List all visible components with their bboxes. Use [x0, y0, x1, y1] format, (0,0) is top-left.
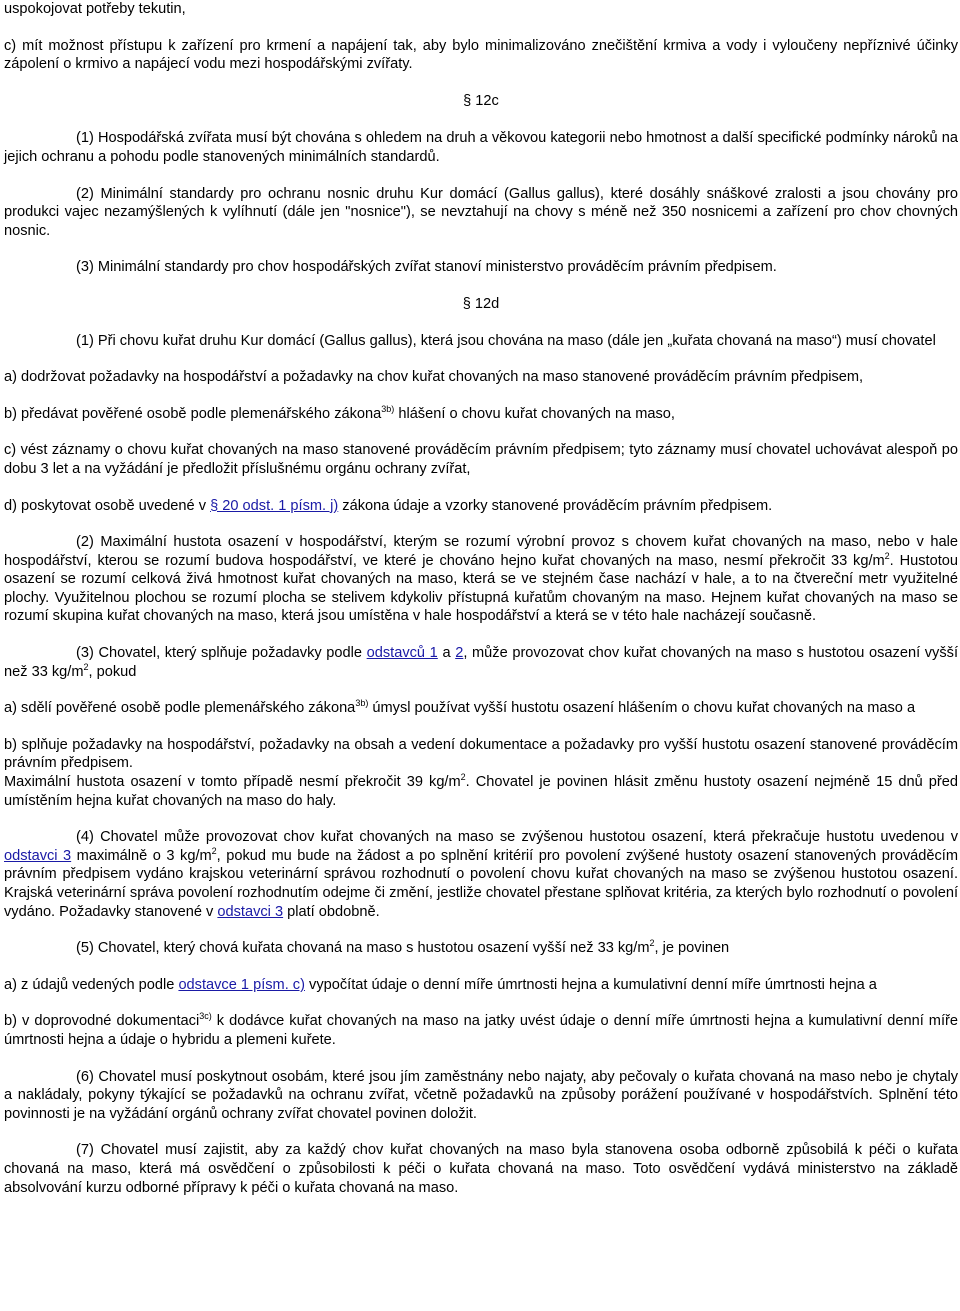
text-span: (2) Maximální hustota osazení v hospodářství, kterým se rozumí výrobní provoz s chovem kuřat chovaných na maso, nebo v hale hospodářství, kterou se rozumí budova hospodářství, ve které je chováno hejno kuřat chovaných na maso, nesmí překročit 33 kg/m [4, 534, 958, 569]
superscript: 2 [649, 938, 655, 949]
text-span: (4) Chovatel může provozovat chov kuřat chovaných na maso se zvýšenou hustotou osazení, která překračuje hustotu uvedenou v [76, 829, 958, 846]
section-heading-12d: § 12d [462, 295, 500, 312]
text-span: zákona údaje a vzorky stanovené prováděcím právním předpisem. [338, 497, 773, 514]
superscript: 2 [83, 661, 89, 672]
paragraph-12d-1: (1) Při chovu kuřat druhu Kur domácí (Gallus gallus), která jsou chována na maso (dále jen „kuřata chovaná na maso“) musí chovatel [76, 332, 936, 349]
text-span: b) v doprovodné dokumentaci [4, 1013, 200, 1030]
text-span: platí obdobně. [283, 903, 380, 920]
text-span: a) z údajů vedených podle [4, 976, 179, 993]
paragraph-12c-3: (3) Minimální standardy pro chov hospodářských zvířat stanoví ministerstvo prováděcím právním předpisem. [76, 259, 777, 276]
text-span: maximálně o 3 kg/m [71, 847, 212, 864]
paragraph-12c-2: (2) Minimální standardy pro ochranu nosnic druhu Kur domácí (Gallus gallus), které dosáhly snáškové zralosti a jsou chovány pro produkci vajec nezamýšlených k vylíhnutí (dále jen "nosnice"), se nevztahují na chovy s méně než 350 nosnicemi a zařízení pro chov chovných nosnic. [4, 185, 958, 239]
item-c-records: c) vést záznamy o chovu kuřat chovaných na maso stanovené prováděcím právním předpisem; tyto záznamy musí chovatel uchovávat alespoň po dobu 3 let a na vyžádání je předložit příslušnému orgánu ochrany zvířat, [4, 442, 958, 477]
paragraph-12d-2 [4, 533, 958, 626]
item-3a [4, 699, 958, 718]
odstavcu-1-link[interactable]: odstavců 1 [366, 645, 438, 662]
superscript: 2 [211, 845, 217, 856]
item-5a [4, 976, 958, 995]
paragraph-12c-1: (1) Hospodářská zvířata musí být chována s ohledem na druh a věkovou kategorii nebo hmotnost a další specifické podmínky nároků na jejich ochranu a pohodu podle stanovených minimálních standardů. [4, 130, 958, 165]
paragraph-12d-5 [4, 939, 958, 958]
footnote-ref: 3c) [199, 1011, 212, 1022]
superscript: 2 [460, 772, 466, 783]
text-span: hlášení o chovu kuřat chovaných na maso, [394, 405, 675, 422]
item-d [4, 497, 958, 516]
footnote-ref: 3b) [355, 698, 369, 709]
text-span: a [437, 645, 456, 662]
text-line: uspokojovat potřeby tekutin, [4, 1, 186, 17]
item-5b [4, 1012, 958, 1049]
footnote-ref: 3b) [381, 403, 395, 414]
text-span: , je povinen [654, 940, 730, 957]
paragraph-12d-7: (7) Chovatel musí zajistit, aby za každý chov kuřat chovaných na maso byla stanovena osoba odborně způsobilá k péči o kuřata chovaná na maso, která má osvědčení o způsobilosti k péči o kuřata chovaná na maso. Toto osvědčení vydává ministerstvo na základě absolvování kurzu odborné přípravy k péči o kuřata chovaná na maso. [4, 1142, 958, 1196]
odstavec-2-link[interactable]: 2 [455, 645, 464, 662]
section-heading-12c: § 12c [463, 92, 499, 109]
max-density-text [4, 773, 958, 810]
text-span: (3) Chovatel, který splňuje požadavky podle [76, 645, 367, 662]
text-span: Maximální hustota osazení v tomto případě nesmí překročit 39 kg/m [4, 774, 461, 791]
text-span: b) předávat pověřené osobě podle plemenářského zákona [4, 405, 382, 422]
odstavci-3-link-second[interactable]: odstavci 3 [217, 903, 284, 920]
paragraph-12d-3 [4, 644, 958, 681]
superscript: 2 [884, 550, 890, 561]
text-span: k dodávce kuřat chovaných na maso na jatky uvést údaje o denní míře úmrtnosti hejna a kumulativní denní míře úmrtnosti hejna a údaje o hybridu a plemeni kuřete. [4, 1013, 958, 1048]
paragraph-12d-4 [4, 828, 958, 921]
text-span: (5) Chovatel, který chová kuřata chovaná na maso s hustotou osazení vyšší než 33 kg/m [76, 940, 650, 957]
item-b [4, 405, 958, 424]
text-span: vypočítat údaje o denní míře úmrtnosti hejna a kumulativní denní míře úmrtnosti hejna a [304, 976, 877, 993]
text-span: , může provozovat chov kuřat chovaných na maso s hustotou osazení vyšší než 33 kg/m [4, 645, 959, 680]
text-span: , pokud mu bude na žádost a po splnění kritérií pro povolení zvýšené hustoty osazení stanovených prováděcím právním předpisem vydáno krajskou veterinární správou rozhodnutí o povolení chovu kuřat chovaných na maso se zvýšenou hustotou osazení. Krajská veterinární správa povolení rozhodnutím odejme či změní, jestliže chovatel přestane splňovat kritéria, za kterých bylo rozhodnutí o povolení vydáno. Požadavky stanovené v [4, 847, 958, 920]
paragraph-12d-6: (6) Chovatel musí poskytnout osobám, které jsou jím zaměstnány nebo najaty, aby pečovaly o kuřata chovaná na maso nebo je chytaly a nakládaly, pokyny týkající se požadavků na ochranu zvířat, včetně požadavků na způsoby porážení používané v hospodářstvích. Splnění této povinnosti je na vyžádání orgánů ochrany zvířat chovatel povinen doložit. [4, 1068, 958, 1122]
text-span: . Hustotou osazení se rozumí celková živá hmotnost kuřat chovaných na maso, která se ve stejném čase nachází v hale, a to na čtvereční metr využitelné plochy. Využitelnou plochou se rozumí plocha se stelivem kdykoliv přístupná kuřatům chovaným na maso. Hejnem kuřat chovaných na maso se rozumí skupina kuřat chovaných na maso, která jsou umístěna v hale hospodářství a která se v této hale nacházejí současně. [4, 552, 958, 625]
text-span: , pokud [88, 663, 137, 680]
item-3b: b) splňuje požadavky na hospodářství, požadavky na obsah a vedení dokumentace a požadavky pro vyšší hustotu osazení stanovené prováděcím právním předpisem. [4, 736, 958, 772]
law-link[interactable]: § 20 odst. 1 písm. j) [210, 497, 339, 514]
text-span: . Chovatel je povinen hlásit změnu hustoty osazení nejméně 15 dnů před umístěním hejna kuřat chovaných na maso do haly. [4, 774, 958, 809]
odstavci-3-link[interactable]: odstavci 3 [4, 847, 72, 864]
item-a: a) dodržovat požadavky na hospodářství a požadavky na chov kuřat chovaných na maso stanovené prováděcím právním předpisem, [4, 369, 864, 386]
text-span: a) sdělí pověřené osobě podle plemenářského zákona [4, 700, 356, 717]
odstavce-1-pism-c-link[interactable]: odstavce 1 písm. c) [178, 976, 305, 993]
text-span: d) poskytovat osobě uvedené v [4, 497, 211, 514]
text-span: úmysl používat vyšší hustotu osazení hlášením o chovu kuřat chovaných na maso a [368, 700, 916, 717]
item-c: c) mít možnost přístupu k zařízení pro krmení a napájení tak, aby bylo minimalizováno znečištění krmiva a vody i vyloučeny nepříznivé účinky zápolení o krmivo a napájecí vodu mezi hospodářskými zvířaty. [4, 37, 958, 73]
